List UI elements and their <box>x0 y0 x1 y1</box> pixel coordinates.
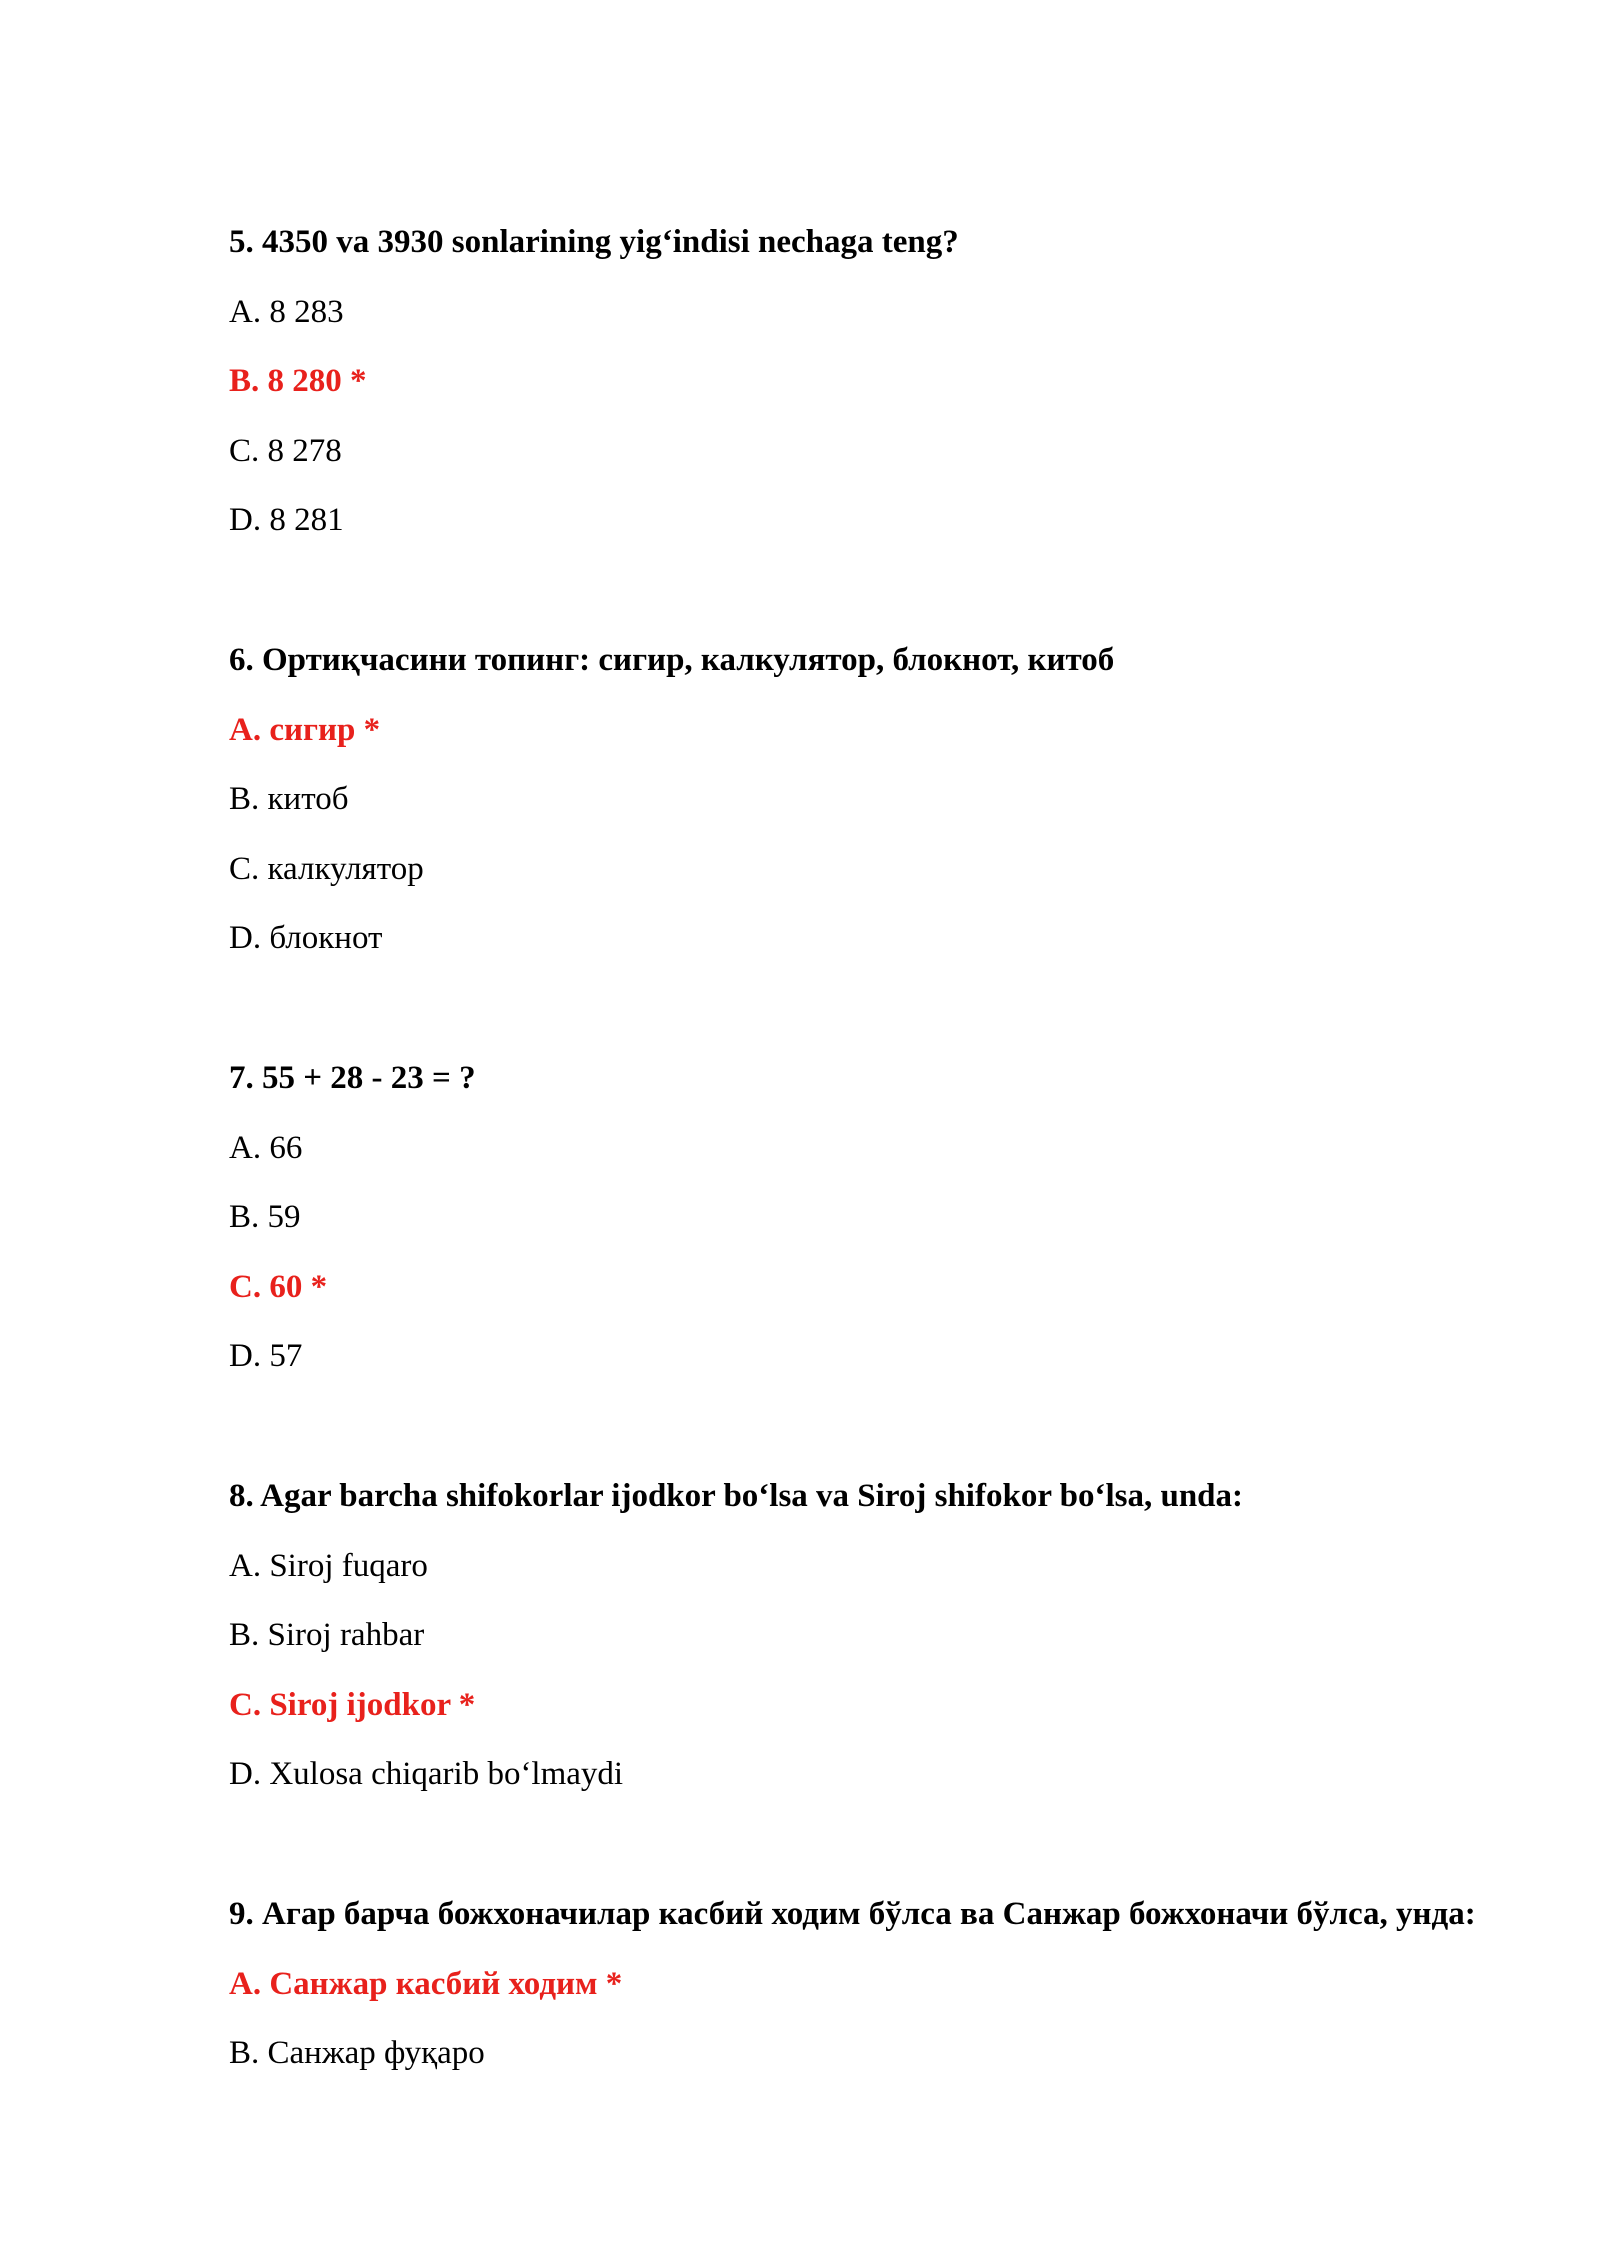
correct-answer-option: A. Санжар касбий ходим * <box>229 1966 623 2002</box>
answer-option: D. Xulosa chiqarib bo‘lmaydi <box>229 1756 624 1792</box>
answer-option: B. Санжар фуқаро <box>229 2035 485 2071</box>
answer-option: B. 59 <box>229 1199 301 1235</box>
answer-option: C. калкулятор <box>229 851 424 887</box>
answer-option: D. 8 281 <box>229 502 344 538</box>
answer-option: A. Siroj fuqaro <box>229 1548 428 1584</box>
correct-answer-option: B. 8 280 * <box>229 363 367 399</box>
answer-option: B. китоб <box>229 781 349 817</box>
question-text: 6. Ортиқчасини топинг: сигир, калкулятор, блокнот, китоб <box>229 642 1115 678</box>
answer-option: B. Siroj rahbar <box>229 1617 425 1653</box>
correct-answer-option: A. сигир * <box>229 712 381 748</box>
question-text: 7. 55 + 28 - 23 = ? <box>229 1060 476 1096</box>
answer-option: D. 57 <box>229 1338 303 1374</box>
answer-option: A. 8 283 <box>229 294 344 330</box>
question-text: 9. Агар барча божхоначилар касбий ходим бўлса ва Санжар божхоначи бўлса, унда: <box>229 1896 1476 1932</box>
correct-answer-option: C. 60 * <box>229 1269 328 1305</box>
answer-option: A. 66 <box>229 1130 303 1166</box>
correct-answer-option: C. Siroj ijodkor * <box>229 1687 476 1723</box>
answer-option: D. блокнот <box>229 920 383 956</box>
question-text: 5. 4350 va 3930 sonlarining yig‘indisi nechaga teng? <box>229 224 959 260</box>
question-text: 8. Agar barcha shifokorlar ijodkor bo‘lsa va Siroj shifokor bo‘lsa, unda: <box>229 1478 1244 1514</box>
answer-option: C. 8 278 <box>229 433 342 469</box>
